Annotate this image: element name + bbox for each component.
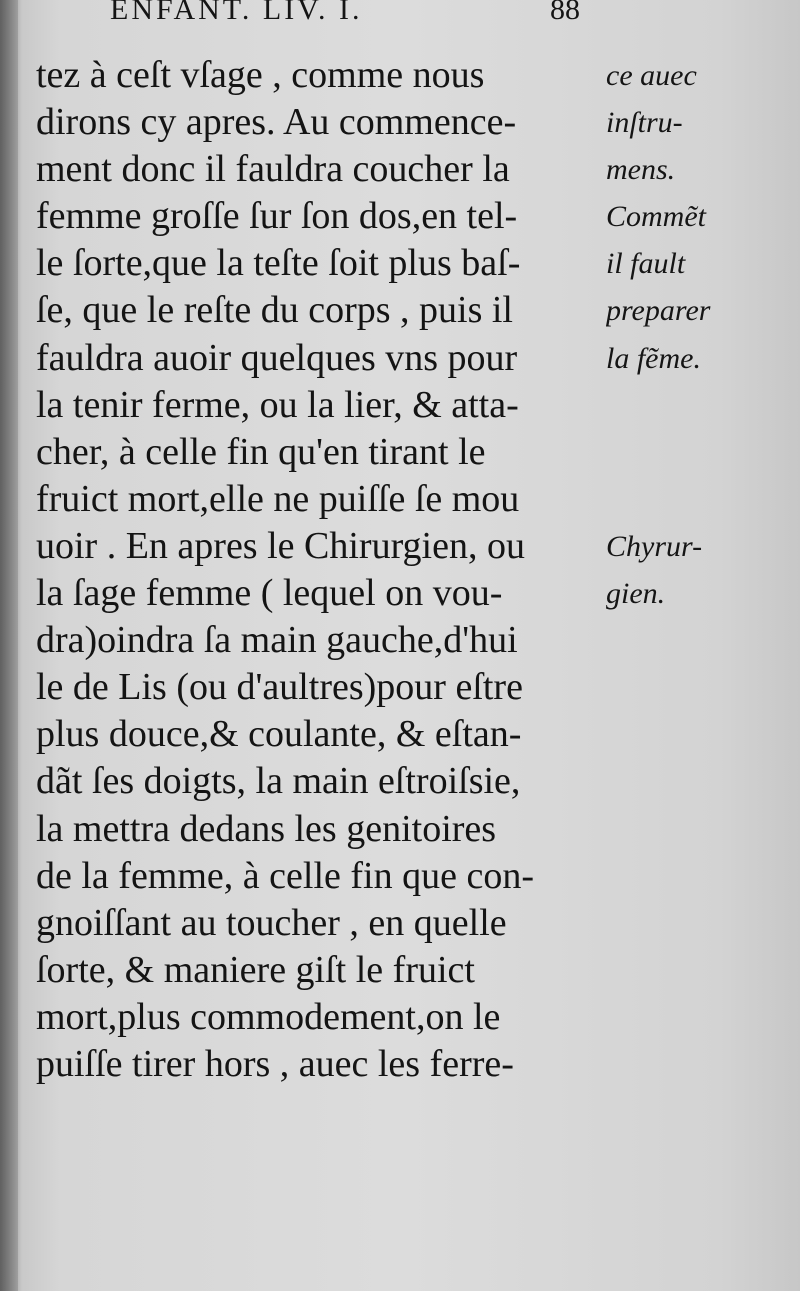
text-line: cher, à celle fin qu'en tirant le bbox=[36, 430, 486, 473]
gutter-shadow bbox=[0, 0, 18, 1291]
margin-note-line: gien. bbox=[606, 577, 666, 611]
text-line: le ſorte,que la teſte ſoit plus baſ- bbox=[36, 242, 521, 285]
text-line: fauldra auoir quelques vns pour bbox=[36, 336, 518, 379]
margin-notes bbox=[606, 52, 796, 617]
margin-note-line: mens. bbox=[606, 153, 676, 187]
text-line: femme groſſe ſur ſon dos,en tel- bbox=[36, 195, 518, 238]
text-line: dirons cy apres. Au commence- bbox=[36, 101, 517, 144]
text-line: uoir . En apres le Chirurgien, ou bbox=[36, 524, 525, 567]
margin-note-line: preparer bbox=[606, 294, 711, 328]
text-line: dãt ſes doigts, la main eſtroiſsie, bbox=[36, 760, 521, 803]
text-line: la ſage femme ( lequel on vou- bbox=[36, 572, 503, 615]
margin-note-line: il fault bbox=[606, 247, 686, 281]
margin-note-line: la fẽme. bbox=[606, 341, 701, 375]
text-line: le de Lis (ou d'aultres)pour eſtre bbox=[36, 666, 523, 709]
margin-note-line: inſtru- bbox=[606, 106, 683, 140]
margin-note-line: Chyrur- bbox=[606, 529, 703, 563]
body-text bbox=[36, 52, 606, 1088]
text-line: plus douce,& coulante, & eſtan- bbox=[36, 713, 522, 756]
text-line: puiſſe tirer hors , auec les ferre- bbox=[36, 1042, 514, 1085]
margin-note-line: ce auec bbox=[606, 59, 697, 92]
text-line: mort,plus commodement,on le bbox=[36, 995, 501, 1038]
text-line: ſe, que le reſte du corps , puis il bbox=[36, 289, 513, 332]
running-header bbox=[110, 0, 610, 34]
text-line: gnoiſſant au toucher , en quelle bbox=[36, 901, 507, 944]
text-line: fruict mort,elle ne puiſſe ſe mou bbox=[36, 477, 520, 520]
text-line: la mettra dedans les genitoires bbox=[36, 807, 497, 850]
text-line: tez à ceſt vſage , comme nous bbox=[36, 54, 485, 96]
text-line: de la femme, à celle fin que con- bbox=[36, 854, 534, 897]
running-title: ENFANT. LIV. I. bbox=[110, 0, 363, 26]
margin-note-line: Commẽt bbox=[606, 200, 706, 234]
text-line: la tenir ferme, ou la lier, & atta- bbox=[36, 383, 519, 426]
page-number: 88 bbox=[550, 0, 580, 26]
text-line: dra)oindra ſa main gauche,d'hui bbox=[36, 619, 518, 662]
text-line: ſorte, & maniere giſt le fruict bbox=[36, 948, 475, 991]
text-line: ment donc il fauldra coucher la bbox=[36, 148, 510, 191]
